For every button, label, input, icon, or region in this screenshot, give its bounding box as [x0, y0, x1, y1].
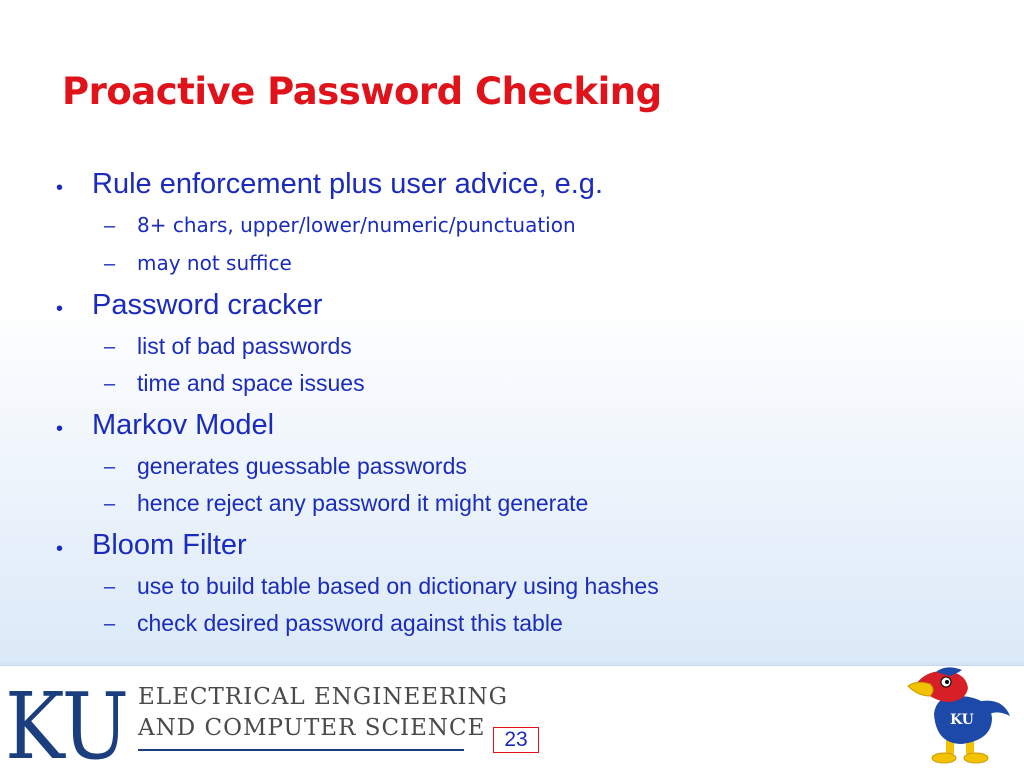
page-number: 23	[493, 727, 539, 753]
department-rule	[138, 749, 464, 751]
bullet-item: Bloom Filter	[92, 529, 247, 561]
dash-icon: –	[104, 215, 116, 237]
jayhawk-icon	[906, 666, 1016, 766]
bullet-item: Rule enforcement plus user advice, e.g.	[92, 168, 603, 200]
department-line-2: AND COMPUTER SCIENCE	[138, 715, 486, 741]
bullet-item: Markov Model	[92, 409, 275, 441]
sub-bullet-item: 8+ chars, upper/lower/numeric/punctuation	[137, 213, 576, 237]
dash-icon: –	[104, 253, 116, 275]
sub-bullet-item: use to build table based on dictionary using hashes	[137, 573, 659, 599]
dash-icon: –	[104, 456, 116, 478]
dash-icon: –	[104, 613, 116, 635]
sub-bullet-item: check desired password against this table	[137, 610, 563, 636]
svg-text:KU: KU	[950, 712, 974, 728]
sub-bullet-item: time and space issues	[137, 370, 365, 396]
dash-icon: –	[104, 576, 116, 598]
dash-icon: –	[104, 336, 116, 358]
bullet-icon: •	[56, 538, 64, 560]
bullet-icon: •	[56, 418, 64, 440]
department-line-1: ELECTRICAL ENGINEERING	[138, 684, 508, 710]
bullet-icon: •	[56, 177, 64, 199]
dash-icon: –	[104, 373, 116, 395]
slide-title: Proactive Password Checking	[62, 70, 662, 113]
sub-bullet-item: hence reject any password it might generate	[137, 490, 589, 516]
dash-icon: –	[104, 493, 116, 515]
ku-logo	[5, 673, 130, 768]
svg-text:KU: KU	[5, 673, 129, 768]
sub-bullet-item: may not suffice	[137, 251, 292, 275]
bullet-icon: •	[56, 298, 64, 320]
sub-bullet-item: list of bad passwords	[137, 333, 352, 359]
sub-bullet-item: generates guessable passwords	[137, 453, 467, 479]
bullet-item: Password cracker	[92, 289, 323, 321]
